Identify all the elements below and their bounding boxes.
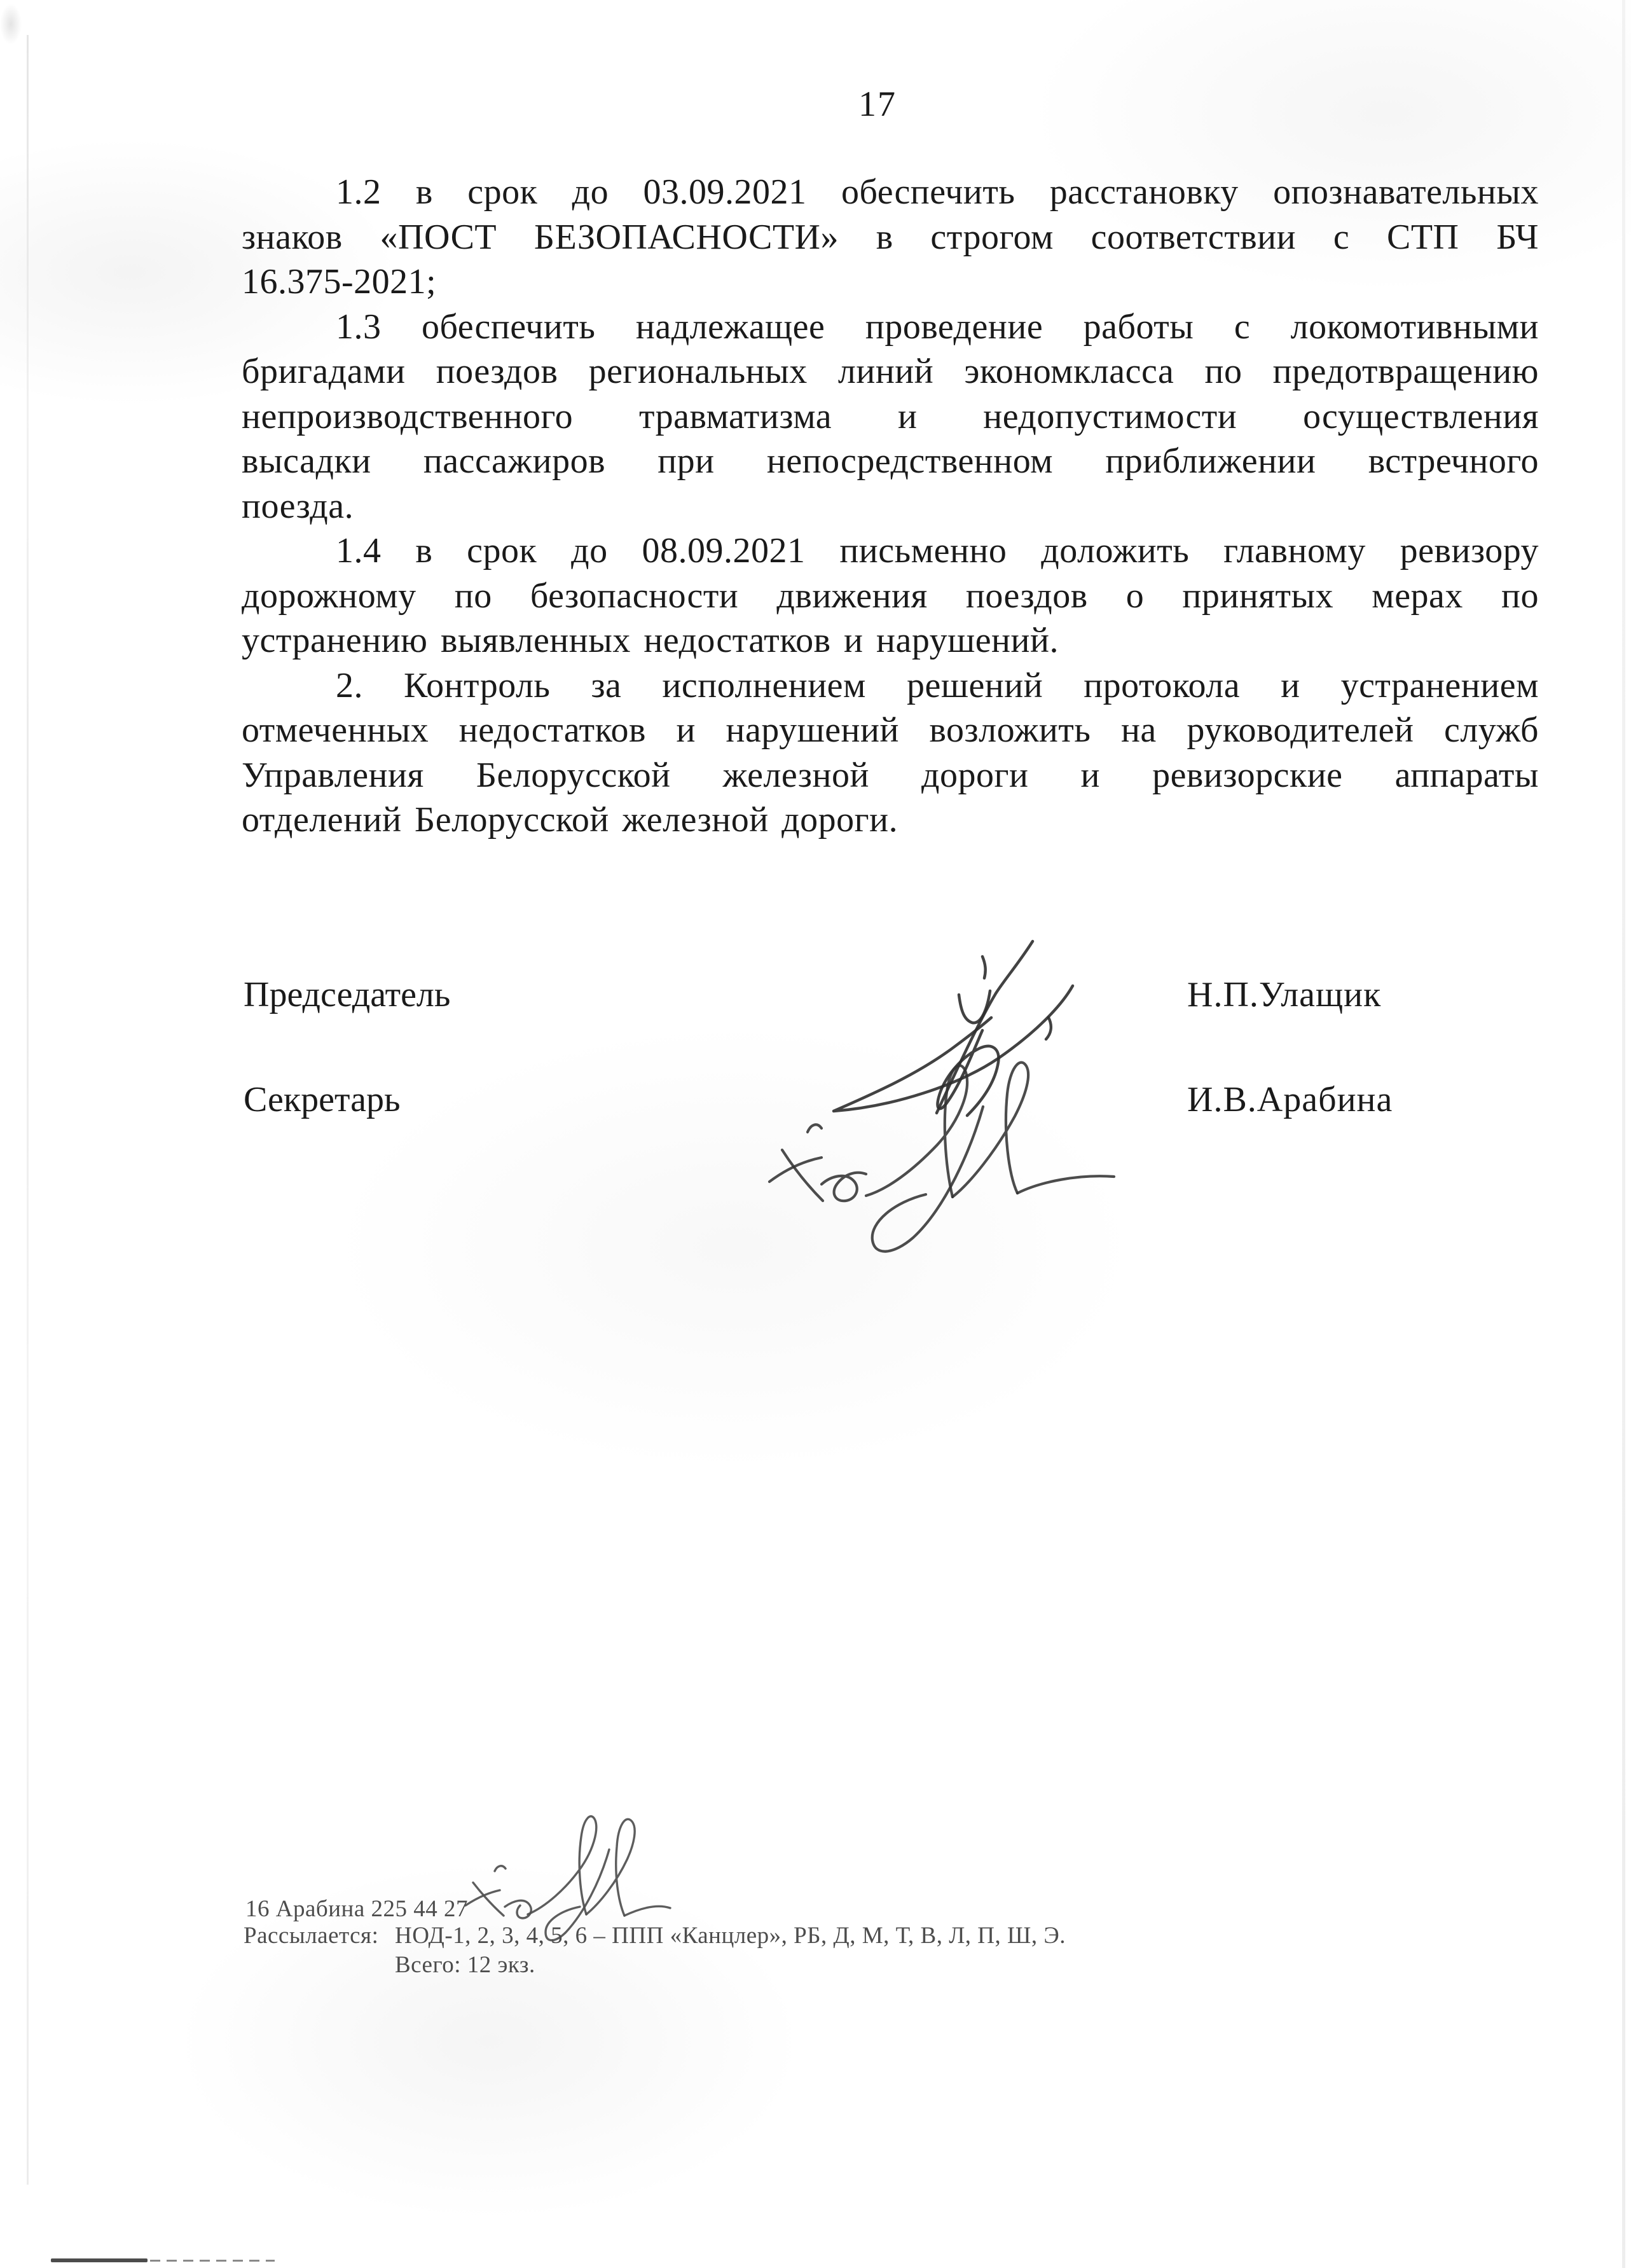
body-line: 16.375-2021; xyxy=(242,262,437,301)
footer-total-copies: Всего: 12 экз. xyxy=(395,1952,535,1978)
body-line: 1.3 обеспечить надлежащее проведение работы с локомотивными xyxy=(336,307,1539,347)
paragraph xyxy=(242,305,1539,529)
body-line: отделений Белорусской железной дороги. xyxy=(242,800,898,840)
scan-smudge-top-left xyxy=(0,4,22,45)
signature-row-secretary xyxy=(0,1077,1631,1122)
footer-distribution-label: Рассылается: xyxy=(244,1923,379,1949)
footer-distribution-list: НОД-1, 2, 3, 4, 5, 6 – ППП «Канцлер», РБ, Д, М, Т, В, Л, П, Ш, Э. xyxy=(395,1923,1066,1949)
scan-mark-bottom-solid xyxy=(51,2258,148,2262)
page-number: 17 xyxy=(858,85,897,124)
signer-name: Н.П.Улащик xyxy=(1187,975,1382,1014)
scan-edge-line-right xyxy=(1622,0,1625,2268)
paragraph xyxy=(242,529,1539,663)
body-line: устранению выявленных недостатков и нарушений. xyxy=(242,621,1059,660)
body-line: бригадами поездов региональных линий экономкласса по предотвращению xyxy=(242,352,1539,391)
body-line: 1.2 в срок до 03.09.2021 обеспечить расстановку опознавательных xyxy=(336,172,1539,212)
paragraph xyxy=(242,170,1539,305)
signer-role: Секретарь xyxy=(244,1080,401,1119)
body-line: отмеченных недостатков и нарушений возложить на руководителей служб xyxy=(242,710,1539,750)
body-text xyxy=(242,170,1539,843)
signer-name: И.В.Арабина xyxy=(1187,1080,1393,1119)
signer-role: Председатель xyxy=(244,975,451,1014)
body-line: непроизводственного травматизма и недопустимости осуществления xyxy=(242,396,1539,436)
scan-mark-bottom-dashed xyxy=(150,2260,275,2262)
body-line: 2. Контроль за исполнением решений протокола и устранением xyxy=(336,665,1539,705)
body-line: Управления Белорусской железной дороги и ревизорские аппараты xyxy=(242,755,1539,795)
body-line: высадки пассажиров при непосредственном приближении встречного xyxy=(242,441,1539,481)
body-line: 1.4 в срок до 08.09.2021 письменно доложить главному ревизору xyxy=(336,531,1539,570)
paragraph xyxy=(242,663,1539,843)
signature-row-chairman xyxy=(0,972,1631,1017)
body-line: поезда. xyxy=(242,486,354,526)
footer-executor-contact: 16 Арабина 225 44 27 xyxy=(245,1896,468,1922)
body-line: дорожному по безопасности движения поездов о принятых мерах по xyxy=(242,576,1539,616)
body-line: знаков «ПОСТ БЕЗОПАСНОСТИ» в строгом соответствии с СТП БЧ xyxy=(242,217,1539,257)
